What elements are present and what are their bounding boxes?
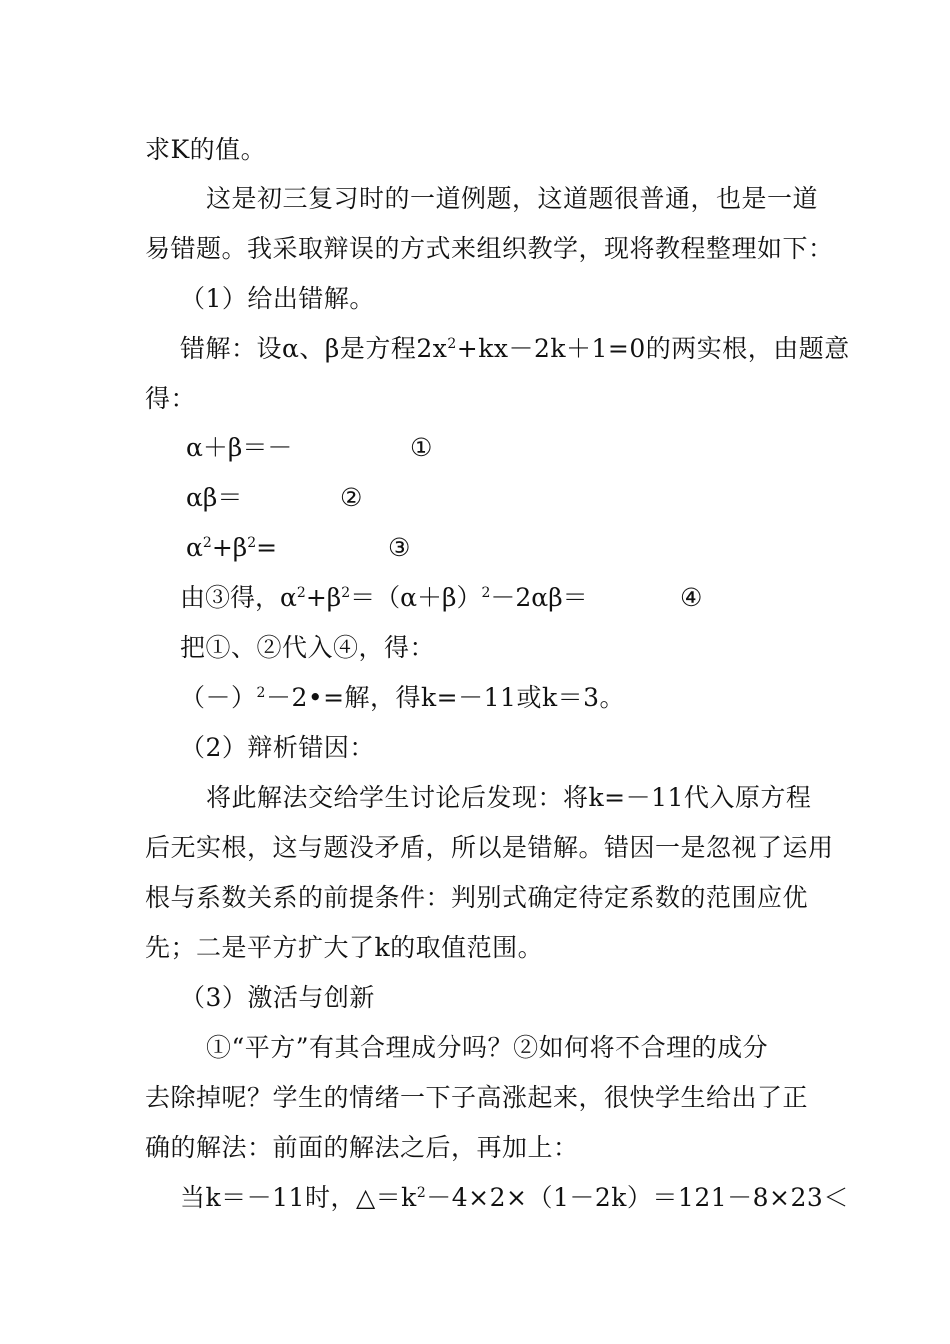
text-fragment: －4×2×（1－2k）＝121－8×23＜: [426, 1183, 849, 1212]
paragraph-line: 后无实根，这与题没矛盾，所以是错解。错因一是忽视了运用: [145, 833, 834, 862]
equation-expression: αβ＝: [186, 483, 243, 512]
paragraph-line: 把①、②代入④，得：: [180, 633, 436, 662]
text-fragment: α: [186, 533, 203, 562]
paragraph-line: [180, 1182, 849, 1214]
equation-expression: [180, 582, 588, 614]
text-fragment: －2•=解，得k=－11或k＝3。: [265, 683, 625, 712]
paragraph-line: 求K的值。: [145, 135, 267, 164]
text-fragment: ＝（α＋β）: [350, 583, 482, 612]
superscript: 2: [341, 585, 351, 601]
equation-expression: [186, 532, 277, 564]
superscript: 2: [447, 336, 457, 352]
paragraph-line: [180, 333, 850, 365]
section-heading: （1）给出错解。: [180, 284, 375, 313]
superscript: 2: [296, 585, 306, 601]
text-fragment: =: [256, 533, 278, 562]
text-fragment: （－）: [180, 683, 257, 712]
paragraph-line: 去除掉呢？学生的情绪一下子高涨起来，很快学生给出了正: [145, 1083, 809, 1112]
equation-number: ①: [410, 433, 433, 462]
equation-number: ②: [340, 483, 363, 512]
paragraph-line: 得：: [145, 384, 197, 413]
text-fragment: +kx－2k＋1=0的两实根，由题意: [456, 334, 850, 363]
text-fragment: －2αβ＝: [490, 583, 588, 612]
paragraph-line: 将此解法交给学生讨论后发现：将k=－11代入原方程: [206, 783, 812, 812]
text-fragment: +β: [211, 533, 248, 562]
equation-number: ③: [388, 533, 411, 562]
section-heading: （3）激活与创新: [180, 983, 375, 1012]
paragraph-line: [180, 682, 625, 714]
superscript: 2: [416, 1185, 427, 1201]
section-heading: （2）辩析错因：: [180, 733, 375, 762]
paragraph-line: 确的解法：前面的解法之后，再加上：: [145, 1133, 579, 1162]
text-fragment: 错解：设α、β是方程2x: [180, 334, 448, 363]
superscript: 2: [256, 685, 266, 701]
text-fragment: 由③得，α: [180, 583, 297, 612]
equation-number: ④: [680, 583, 703, 612]
text-fragment: +β: [305, 583, 342, 612]
equation-expression: α＋β＝－: [186, 433, 293, 462]
paragraph-line: 先；二是平方扩大了k的取值范围。: [145, 933, 544, 962]
paragraph-line: 易错题。我采取辩误的方式来组织教学，现将教程整理如下：: [145, 234, 834, 263]
paragraph-line: 这是初三复习时的一道例题，这道题很普通，也是一道: [206, 184, 819, 213]
superscript: 2: [247, 535, 257, 551]
superscript: 2: [202, 535, 212, 551]
superscript: 2: [481, 585, 491, 601]
text-fragment: 当k＝－11时，△＝k: [180, 1183, 417, 1212]
paragraph-line: ①“平方”有其合理成分吗？②如何将不合理的成分: [206, 1033, 769, 1062]
paragraph-line: 根与系数关系的前提条件：判别式确定待定系数的范围应优: [145, 883, 809, 912]
